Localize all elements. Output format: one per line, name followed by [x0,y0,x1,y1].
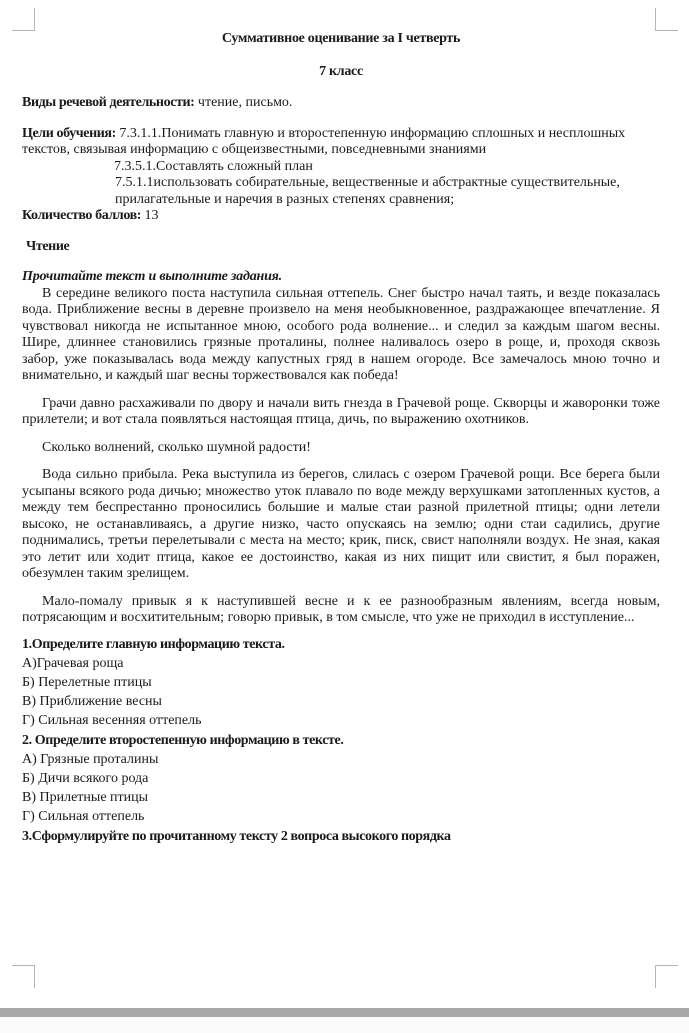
paragraph-2: Грачи давно расхаживали по двору и начали вить гнезда в Грачевой роще. Скворцы и жаворонки тоже прилетели; и вот стала появляться настоящая птица, дичь, по выражению охотников. [22,395,660,427]
instruction: Прочитайте текст и выполните задания. [22,269,282,284]
points-label: Количество баллов: [22,208,142,223]
activity-value: чтение, письмо. [197,95,293,110]
paragraph-5: Мало-помалу привык я к наступившей весне и к ее разнообразным явлениям, всегда новым, потрясающим и восхитительным; говорю привык, в том смысле, что уже не приходил в исступление... [22,593,660,625]
goal-3: 7.5.1.1использовать собирательные, вещественные и абстрактные существительные, прилагательные и наречия в разных степенях сравнения; [115,175,620,207]
activity-line [22,95,660,112]
question-2-option-d: Г) Сильная оттепель [22,809,145,825]
document-title: Суммативное оценивание за I четверть [221,31,461,46]
question-2-option-a: А) Грязные проталины [22,751,159,767]
grade-heading: 7 класс [319,63,363,79]
document-body [22,31,660,846]
paragraph-4: Вода сильно прибыла. Река выступила из берегов, слилась с озером Грачевой рощи. Все берега были усыпаны всякого рода дичью; множество уток плавало по воде между верхушками затопленных кустов, а между тем беспрестанно проносились большие и малые стаи разной прилетной птицы; одни летели высоко, не останавливаясь, а другие низко, часто опускаясь на землю; одни стаи садились, другие поднимались, третьи перелетывали с места на место; крик, писк, свист наполняли воздух. Не зная, какая это летит или ходит птица, какое ее достоинство, какая из них пищит или свистит, я был поражен, обезумлен таким зрелищем. [22,467,660,581]
crop-mark-bottom-left [12,965,35,988]
goal-1: 7.3.1.1.Понимать главную и второстепенную информацию сплошных и несплошных текстов, связывая информацию с общеизвестными, повседневными знаниями [22,125,626,157]
section-title: Чтение [26,238,70,254]
question-2-option-b: Б) Дичи всякого рода [22,770,149,786]
points-line [22,208,660,225]
goal-1-line [22,126,660,159]
goals-label: Цели обучения: [22,125,116,141]
question-1-option-b: Б) Перелетные птицы [22,674,152,690]
question-3: 3.Сформулируйте по прочитанному тексту 2 вопроса высокого порядка [22,828,451,844]
question-1-option-a: А)Грачевая роща [22,655,124,671]
activity-label: Виды речевой деятельности: [22,95,195,110]
question-1: 1.Определите главную информацию текста. [22,636,285,652]
goal-2: 7.3.5.1.Составлять сложный план [114,158,313,174]
question-2-option-c: В) Прилетные птицы [22,790,149,806]
crop-mark-bottom-right [655,965,678,988]
question-1-option-d: Г) Сильная весенняя оттепель [22,713,202,729]
paragraph-3: Сколько волнений, сколько шумной радости! [42,439,311,455]
crop-mark-top-left [12,8,35,31]
question-1-option-c: В) Приближение весны [22,694,162,710]
paragraph-1: В середине великого поста наступила сильная оттепель. Снег быстро начал таять, и везде показалась вода. Приближение весны в деревне произвело на меня необыкновенное, раздражающее впечатление. Я чувствовал никогда не испытанное мною, особого рода волнение... и следил за каждым шагом весны. Шире, длиннее становились грязные проталины, полнее наливалось озеро в роще, и, проходя сквозь забор, уже показывалась вода между капустных гряд в нашем огороде. Все замечалось мною точно и внимательно, и каждый шаг весны торжествовался как победа! [22,285,660,383]
crop-mark-top-right [655,8,678,31]
points-value: 13 [144,208,159,223]
question-2: 2. Определите второстепенную информацию в тексте. [22,732,344,748]
page-separator-bar [0,1008,689,1017]
next-page-strip [0,1017,689,1033]
